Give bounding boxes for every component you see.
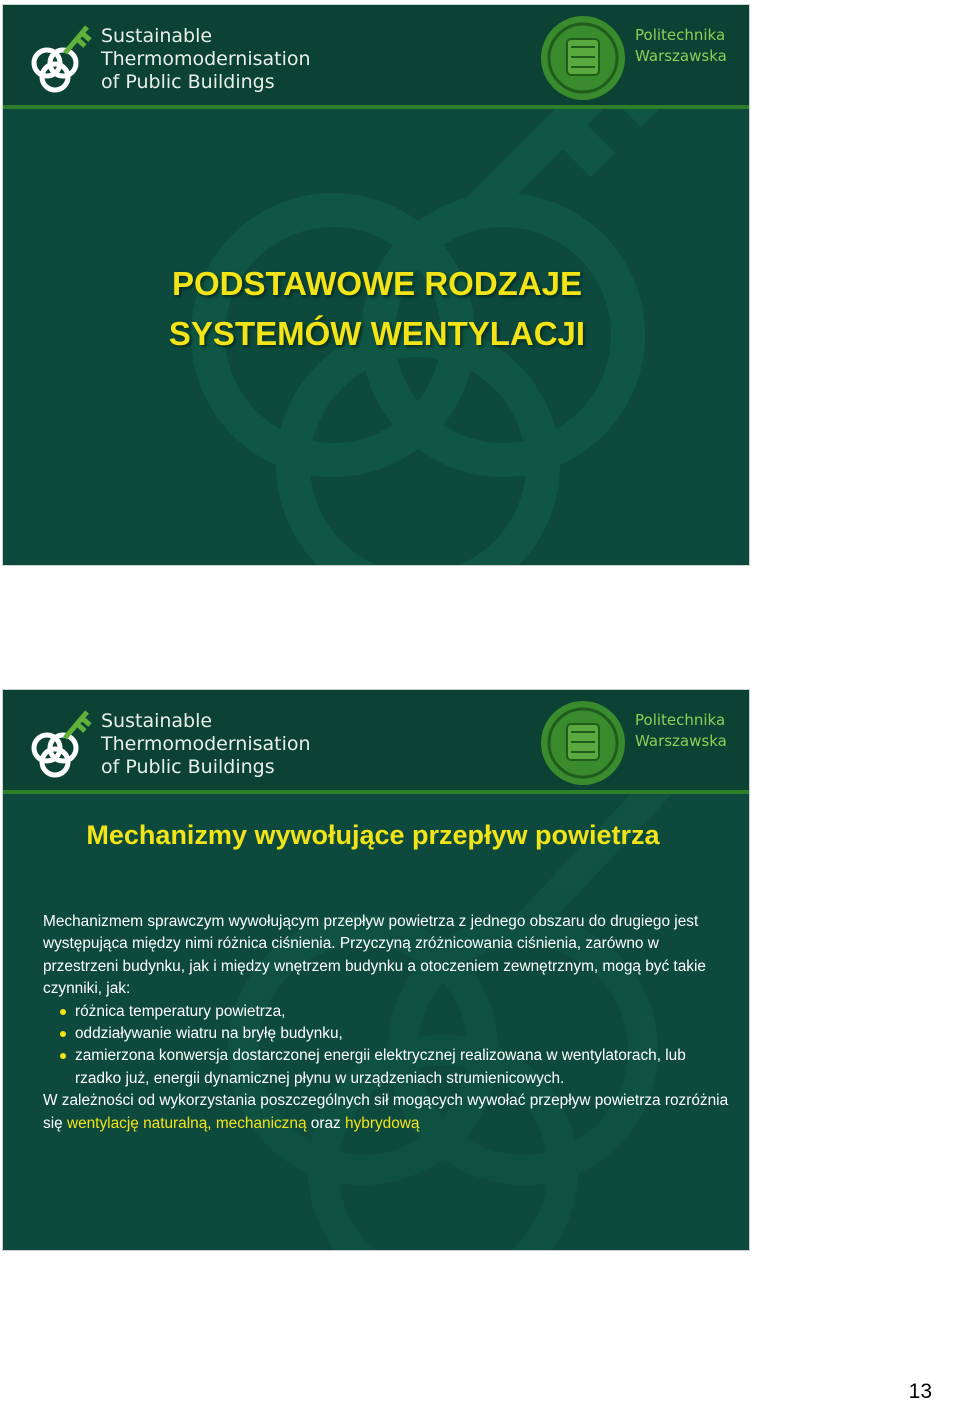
slide-heading: Mechanizmy wywołujące przepływ powietrza — [86, 820, 660, 850]
list-item-text: różnica temperatury powietrza, — [75, 1002, 286, 1020]
bullet-icon — [60, 1009, 66, 1015]
header-divider — [3, 790, 749, 794]
list-item-text: oddziaływanie wiatru na bryłę budynku, — [75, 1025, 343, 1043]
slide-title — [2, 4, 750, 566]
list-item — [75, 1023, 733, 1045]
title-line: SYSTEMÓW WENTYLACJI — [168, 315, 586, 352]
factor-list — [43, 1001, 733, 1091]
brand-line: Thermomodernisation — [101, 733, 311, 755]
slide-mechanisms — [2, 689, 750, 1251]
project-name — [101, 25, 311, 94]
university-name — [635, 710, 727, 752]
brand-line: Sustainable — [101, 710, 213, 732]
outro-text: oraz — [306, 1114, 345, 1132]
bullet-icon — [60, 1053, 66, 1059]
list-item — [75, 1001, 733, 1023]
highlight-natural-mechanical: wentylację naturalną, mechaniczną — [66, 1114, 307, 1132]
brand-line: Thermomodernisation — [101, 48, 311, 70]
list-item — [75, 1045, 733, 1090]
project-name — [101, 710, 311, 779]
brand-line: of Public Buildings — [101, 71, 275, 93]
university-line: Politechnika — [635, 26, 726, 44]
outro-text: W zależności od wykorzystania poszczególnych sił mogących wywołać przepływ powietrza rozróżnia się — [43, 1092, 729, 1132]
title-line: PODSTAWOWE RODZAJE — [171, 265, 583, 302]
bullet-icon — [60, 1031, 66, 1037]
university-seal-icon — [537, 13, 629, 103]
highlight-hybrid: hybrydową — [345, 1114, 420, 1132]
university-line: Warszawska — [635, 732, 727, 750]
slide-body — [43, 911, 733, 1135]
page-number: 13 — [908, 1380, 932, 1403]
list-item-text: zamierzona konwersja dostarczonej energii elektrycznej realizowana w wentylatorach, lub rzadko już, energii dynamicznej płynu w urządzeniach strumienicowych. — [75, 1047, 686, 1087]
university-line: Politechnika — [635, 711, 726, 729]
stpb-logo-icon — [25, 19, 103, 97]
brand-line: Sustainable — [101, 25, 213, 47]
stpb-logo-icon — [25, 704, 103, 782]
university-seal-icon — [537, 698, 629, 788]
outro-paragraph — [43, 1090, 733, 1135]
university-name — [635, 25, 727, 67]
header-divider — [3, 105, 749, 109]
university-line: Warszawska — [635, 47, 727, 65]
slide-title-text — [3, 259, 750, 359]
intro-paragraph: Mechanizmem sprawczym wywołującym przepływ powietrza z jednego obszaru do drugiego jest występująca między nimi różnica ciśnienia. Przyczyną zróżnicowania ciśnienia, zarówno w przestrzeni budynku, jak i między wnętrzem budynku a otoczeniem zewnętrznym, mogą być takie czynniki, jak: — [43, 913, 706, 998]
brand-line: of Public Buildings — [101, 756, 275, 778]
